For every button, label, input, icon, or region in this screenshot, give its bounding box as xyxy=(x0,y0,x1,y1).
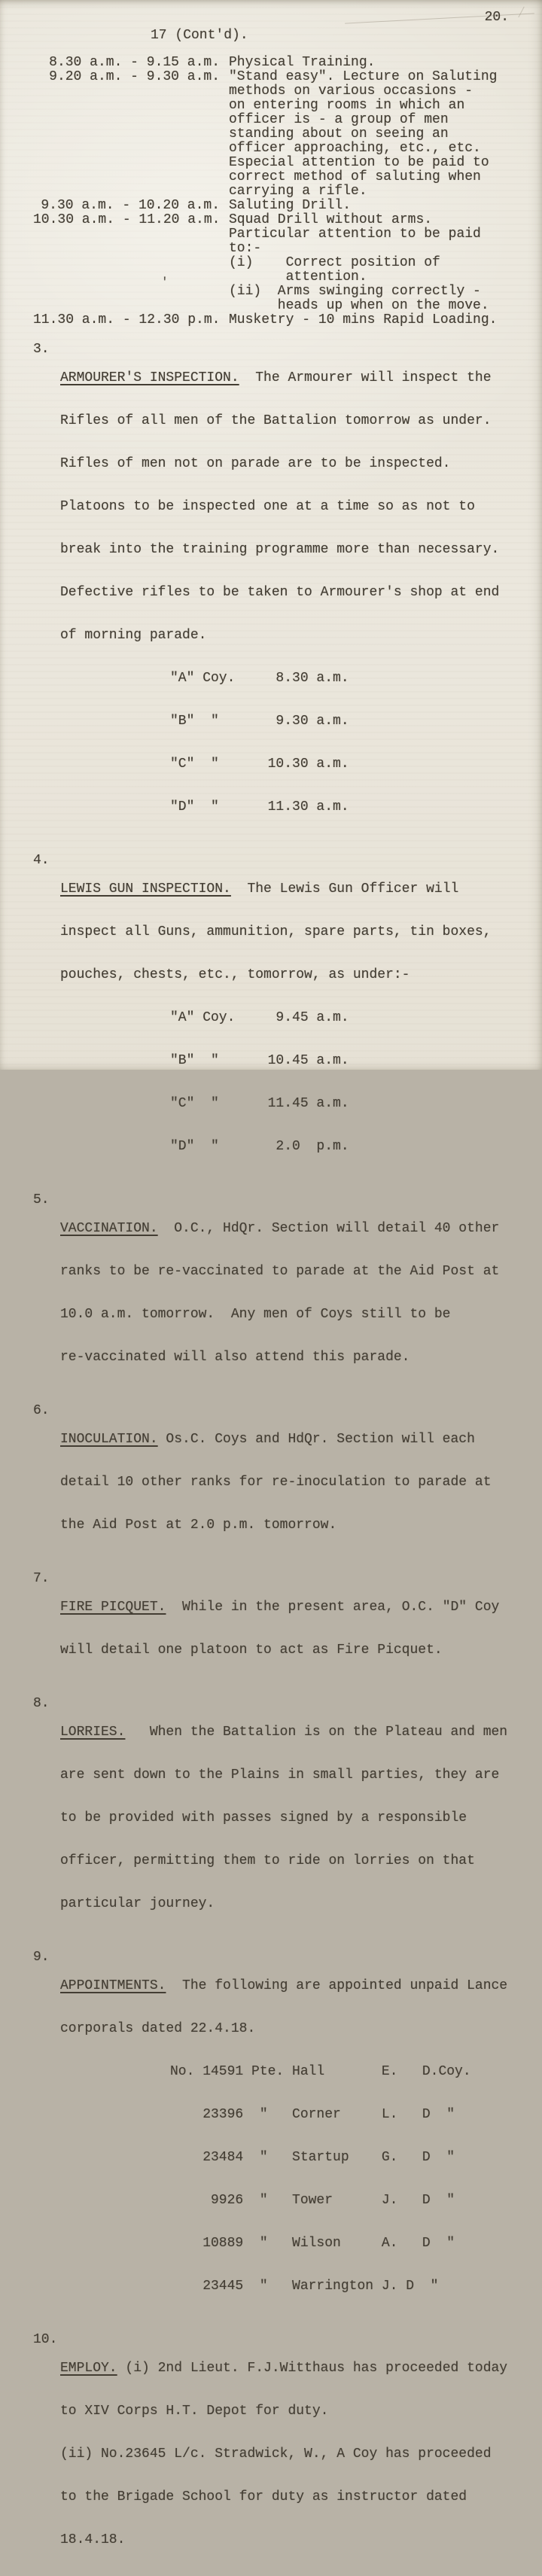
schedule-text: "Stand easy". Lecture on Saluting xyxy=(229,69,498,84)
schedule-text: Squad Drill without arms. xyxy=(229,212,433,227)
paper-crease-tick xyxy=(518,7,524,18)
section-number: 7. xyxy=(33,1571,50,1586)
schedule-row xyxy=(0,285,542,299)
schedule-row xyxy=(0,242,542,256)
training-schedule xyxy=(0,56,542,327)
appointment-row: No. 14591 Pte. Hall E. D.Coy. xyxy=(170,2064,471,2079)
section-number: 8. xyxy=(33,1696,50,1711)
section-vaccination xyxy=(0,1193,542,1393)
appointment-row: 23484 " Startup G. D " xyxy=(170,2150,455,2165)
schedule-time xyxy=(33,156,220,170)
schedule-text: Musketry - 10 mins Rapid Loading. xyxy=(229,312,498,327)
schedule-time: 9.20 a.m. - 9.30 a.m. xyxy=(49,69,220,84)
schedule-text: Physical Training. xyxy=(229,55,376,70)
section-inoculation xyxy=(0,1404,542,1561)
schedule-text: Especial attention to be paid to xyxy=(229,155,489,170)
coy-time-row: "C" " 10.30 a.m. xyxy=(170,757,349,772)
continuation-heading: 17 (Cont'd). xyxy=(151,28,248,43)
schedule-text: correct method of saluting when xyxy=(229,169,481,184)
section-number: 3. xyxy=(33,342,50,357)
schedule-text: Particular attention to be paid xyxy=(229,227,481,242)
section-text: O.C., HdQr. Section will detail 40 other xyxy=(157,1221,500,1236)
section-line: will detail one platoon to act as Fire Picquet. xyxy=(60,1643,443,1658)
section-line: the Aid Post at 2.0 p.m. tomorrow. xyxy=(60,1518,337,1533)
section-line: ranks to be re-vaccinated to parade at the Aid Post at xyxy=(60,1264,500,1279)
section-text: Os.C. Coys and HdQr. Section will each xyxy=(157,1432,475,1447)
section-lorries xyxy=(0,1697,542,1940)
section-appointments xyxy=(0,1950,542,2322)
coy-time-row: "A" Coy. 8.30 a.m. xyxy=(170,671,349,686)
section-fire-picquet xyxy=(0,1572,542,1686)
appointment-row: 23396 " Corner L. D " xyxy=(170,2107,455,2122)
schedule-row xyxy=(0,270,542,285)
schedule-time xyxy=(33,99,220,113)
schedule-row xyxy=(0,113,542,127)
schedule-time xyxy=(33,84,220,99)
schedule-time xyxy=(33,256,220,270)
appointment-row: 9926 " Tower J. D " xyxy=(170,2193,455,2208)
section-text: The Lewis Gun Officer will xyxy=(230,882,459,897)
schedule-time xyxy=(33,142,220,156)
section-number: 4. xyxy=(33,853,50,868)
section-text: While in the present area, O.C. "D" Coy xyxy=(166,1600,500,1615)
section-text: When the Battalion is on the Plateau and men xyxy=(125,1725,508,1740)
section-title: APPOINTMENTS. xyxy=(60,1978,166,1993)
schedule-text: (i) Correct position of xyxy=(229,255,440,270)
schedule-text: officer approaching, etc., etc. xyxy=(229,141,481,156)
section-line: re-vaccinated will also attend this parade. xyxy=(60,1350,410,1365)
schedule-time xyxy=(33,113,220,127)
schedule-row xyxy=(0,127,542,142)
section-title: LORRIES. xyxy=(60,1725,126,1740)
section-title: LEWIS GUN INSPECTION. xyxy=(60,882,231,897)
section-line: pouches, chests, etc., tomorrow, as under:- xyxy=(60,967,410,982)
section-line: Rifles of men not on parade are to be inspected. xyxy=(60,456,451,471)
section-number: 6. xyxy=(33,1403,50,1418)
schedule-text: officer is - a group of men xyxy=(229,112,449,127)
schedule-row xyxy=(0,142,542,156)
section-lewis-gun-inspection xyxy=(0,854,542,1183)
schedule-row xyxy=(0,56,542,70)
section-line: to XIV Corps H.T. Depot for duty. xyxy=(60,2404,329,2419)
coy-time-row: "D" " 11.30 a.m. xyxy=(170,799,349,815)
section-title: FIRE PICQUET. xyxy=(60,1600,166,1615)
schedule-row xyxy=(0,213,542,227)
coy-time-row: "B" " 9.30 a.m. xyxy=(170,714,349,729)
section-line: break into the training programme more than necessary. xyxy=(60,542,500,557)
schedule-text: Saluting Drill. xyxy=(229,198,352,213)
schedule-row xyxy=(0,299,542,313)
schedule-text: (ii) Arms swinging correctly - xyxy=(229,284,481,299)
section-line: detail 10 other ranks for re-inoculation to parade at xyxy=(60,1475,492,1490)
coy-time-row: "D" " 2.0 p.m. xyxy=(170,1139,349,1154)
appointment-row: 23445 " Warrington J. D " xyxy=(170,2279,439,2294)
section-line: are sent down to the Plains in small parties, they are xyxy=(60,1768,500,1783)
schedule-text: methods on various occasions - xyxy=(229,84,473,99)
schedule-row xyxy=(0,156,542,170)
schedule-row xyxy=(0,170,542,184)
schedule-row xyxy=(0,84,542,99)
schedule-time: 11.30 a.m. - 12.30 p.m. xyxy=(33,312,221,327)
section-line: particular journey. xyxy=(60,1896,215,1911)
section-line: officer, permitting them to ride on lorries on that xyxy=(60,1853,475,1868)
section-line: 10.0 a.m. tomorrow. Any men of Coys still to be xyxy=(60,1307,451,1322)
schedule-row xyxy=(0,227,542,242)
schedule-row xyxy=(0,313,542,327)
section-line: of morning parade. xyxy=(60,628,207,643)
schedule-time xyxy=(33,299,220,313)
schedule-text: on entering rooms in which an xyxy=(229,98,465,113)
schedule-time xyxy=(33,270,220,285)
page-number: 20. xyxy=(484,10,509,25)
schedule-row xyxy=(0,256,542,270)
section-title: VACCINATION. xyxy=(60,1221,158,1236)
schedule-time xyxy=(33,285,220,299)
section-line: (ii) No.23645 L/c. Stradwick, W., A Coy has proceeded xyxy=(60,2447,492,2462)
section-title: INOCULATION. xyxy=(60,1432,158,1447)
schedule-row xyxy=(0,99,542,113)
section-employ xyxy=(0,2333,542,2576)
schedule-text: heads up when on the move. xyxy=(229,298,489,313)
schedule-text: carrying a rifle. xyxy=(229,184,367,199)
section-number: 5. xyxy=(33,1192,50,1207)
section-text: The following are appointed unpaid Lance xyxy=(166,1978,508,1993)
section-line: to be provided with passes signed by a responsible xyxy=(60,1810,467,1825)
schedule-time: 9.30 a.m. - 10.20 a.m. xyxy=(41,198,220,213)
schedule-time: 8.30 a.m. - 9.15 a.m. xyxy=(49,55,220,70)
section-title: EMPLOY. xyxy=(60,2361,117,2376)
section-line: corporals dated 22.4.18. xyxy=(60,2021,256,2036)
coy-time-row: "C" " 11.45 a.m. xyxy=(170,1096,349,1111)
schedule-row xyxy=(0,199,542,213)
schedule-time xyxy=(33,184,220,199)
section-line: 18.4.18. xyxy=(60,2532,126,2547)
schedule-time xyxy=(33,127,220,142)
section-line: to the Brigade School for duty as instructor dated xyxy=(60,2489,467,2504)
section-armourers-inspection xyxy=(0,343,542,843)
schedule-time xyxy=(33,170,220,184)
appointment-row: 10889 " Wilson A. D " xyxy=(170,2236,455,2251)
schedule-time xyxy=(33,227,220,242)
section-line: Platoons to be inspected one at a time so as not to xyxy=(60,499,475,514)
schedule-row xyxy=(0,184,542,199)
section-number: 10. xyxy=(33,2332,58,2347)
stray-type-mark: ' xyxy=(161,276,169,289)
coy-time-row: "B" " 10.45 a.m. xyxy=(170,1053,349,1068)
section-number: 9. xyxy=(33,1950,50,1965)
schedule-row xyxy=(0,70,542,84)
coy-time-row: "A" Coy. 9.45 a.m. xyxy=(170,1010,349,1025)
section-line: inspect all Guns, ammunition, spare parts, tin boxes, xyxy=(60,924,492,939)
section-text: The Armourer will inspect the xyxy=(239,370,492,385)
schedule-text: standing about on seeing an xyxy=(229,126,449,142)
section-text: (i) 2nd Lieut. F.J.Witthaus has proceeded today xyxy=(117,2361,508,2376)
schedule-text: attention. xyxy=(229,269,367,285)
schedule-text: to:- xyxy=(229,241,262,256)
section-title: ARMOURER'S INSPECTION. xyxy=(60,370,239,385)
section-line: Defective rifles to be taken to Armourer's shop at end xyxy=(60,585,500,600)
schedule-time xyxy=(33,242,220,256)
section-line: Rifles of all men of the Battalion tomorrow as under. xyxy=(60,413,492,428)
schedule-time: 10.30 a.m. - 11.20 a.m. xyxy=(33,212,221,227)
